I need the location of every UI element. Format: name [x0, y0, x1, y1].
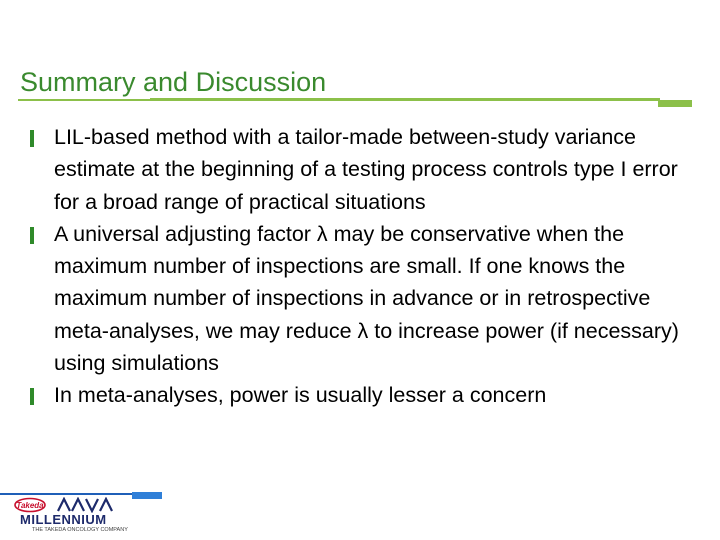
bullet-item	[30, 218, 700, 379]
bullet-item	[30, 121, 700, 218]
bullet-list	[30, 121, 700, 412]
bullet-item	[30, 379, 700, 411]
company-logo	[14, 497, 128, 537]
logo-brand: Takeda	[16, 501, 44, 510]
bullet-text: In meta-analyses, power is usually lesser a concern	[54, 383, 547, 408]
slide-title: Summary and Discussion	[20, 67, 327, 97]
bullet-mark-icon	[30, 130, 34, 147]
title-rule-accent	[150, 98, 660, 101]
footer-rule-block	[132, 492, 162, 499]
bullet-text: A universal adjusting factor λ may be conservative when the maximum number of inspections are small. If one knows the maximum number of inspections in advance or in retrospective meta-analyses, we may reduce λ to increase power (if necessary) using simulations	[54, 221, 679, 376]
bullet-mark-icon	[30, 227, 34, 244]
title-rule-block	[658, 100, 692, 107]
logo-tagline: THE TAKEDA ONCOLOGY COMPANY	[32, 527, 128, 533]
bullet-mark-icon	[30, 388, 34, 405]
millennium-logo-icon	[56, 497, 116, 513]
logo-name: MILLENNIUM	[20, 512, 107, 527]
bullet-text: LIL-based method with a tailor-made between-study variance estimate at the beginning of a testing process controls type I error for a broad range of practical situations	[54, 125, 678, 214]
footer-rule	[0, 493, 132, 495]
